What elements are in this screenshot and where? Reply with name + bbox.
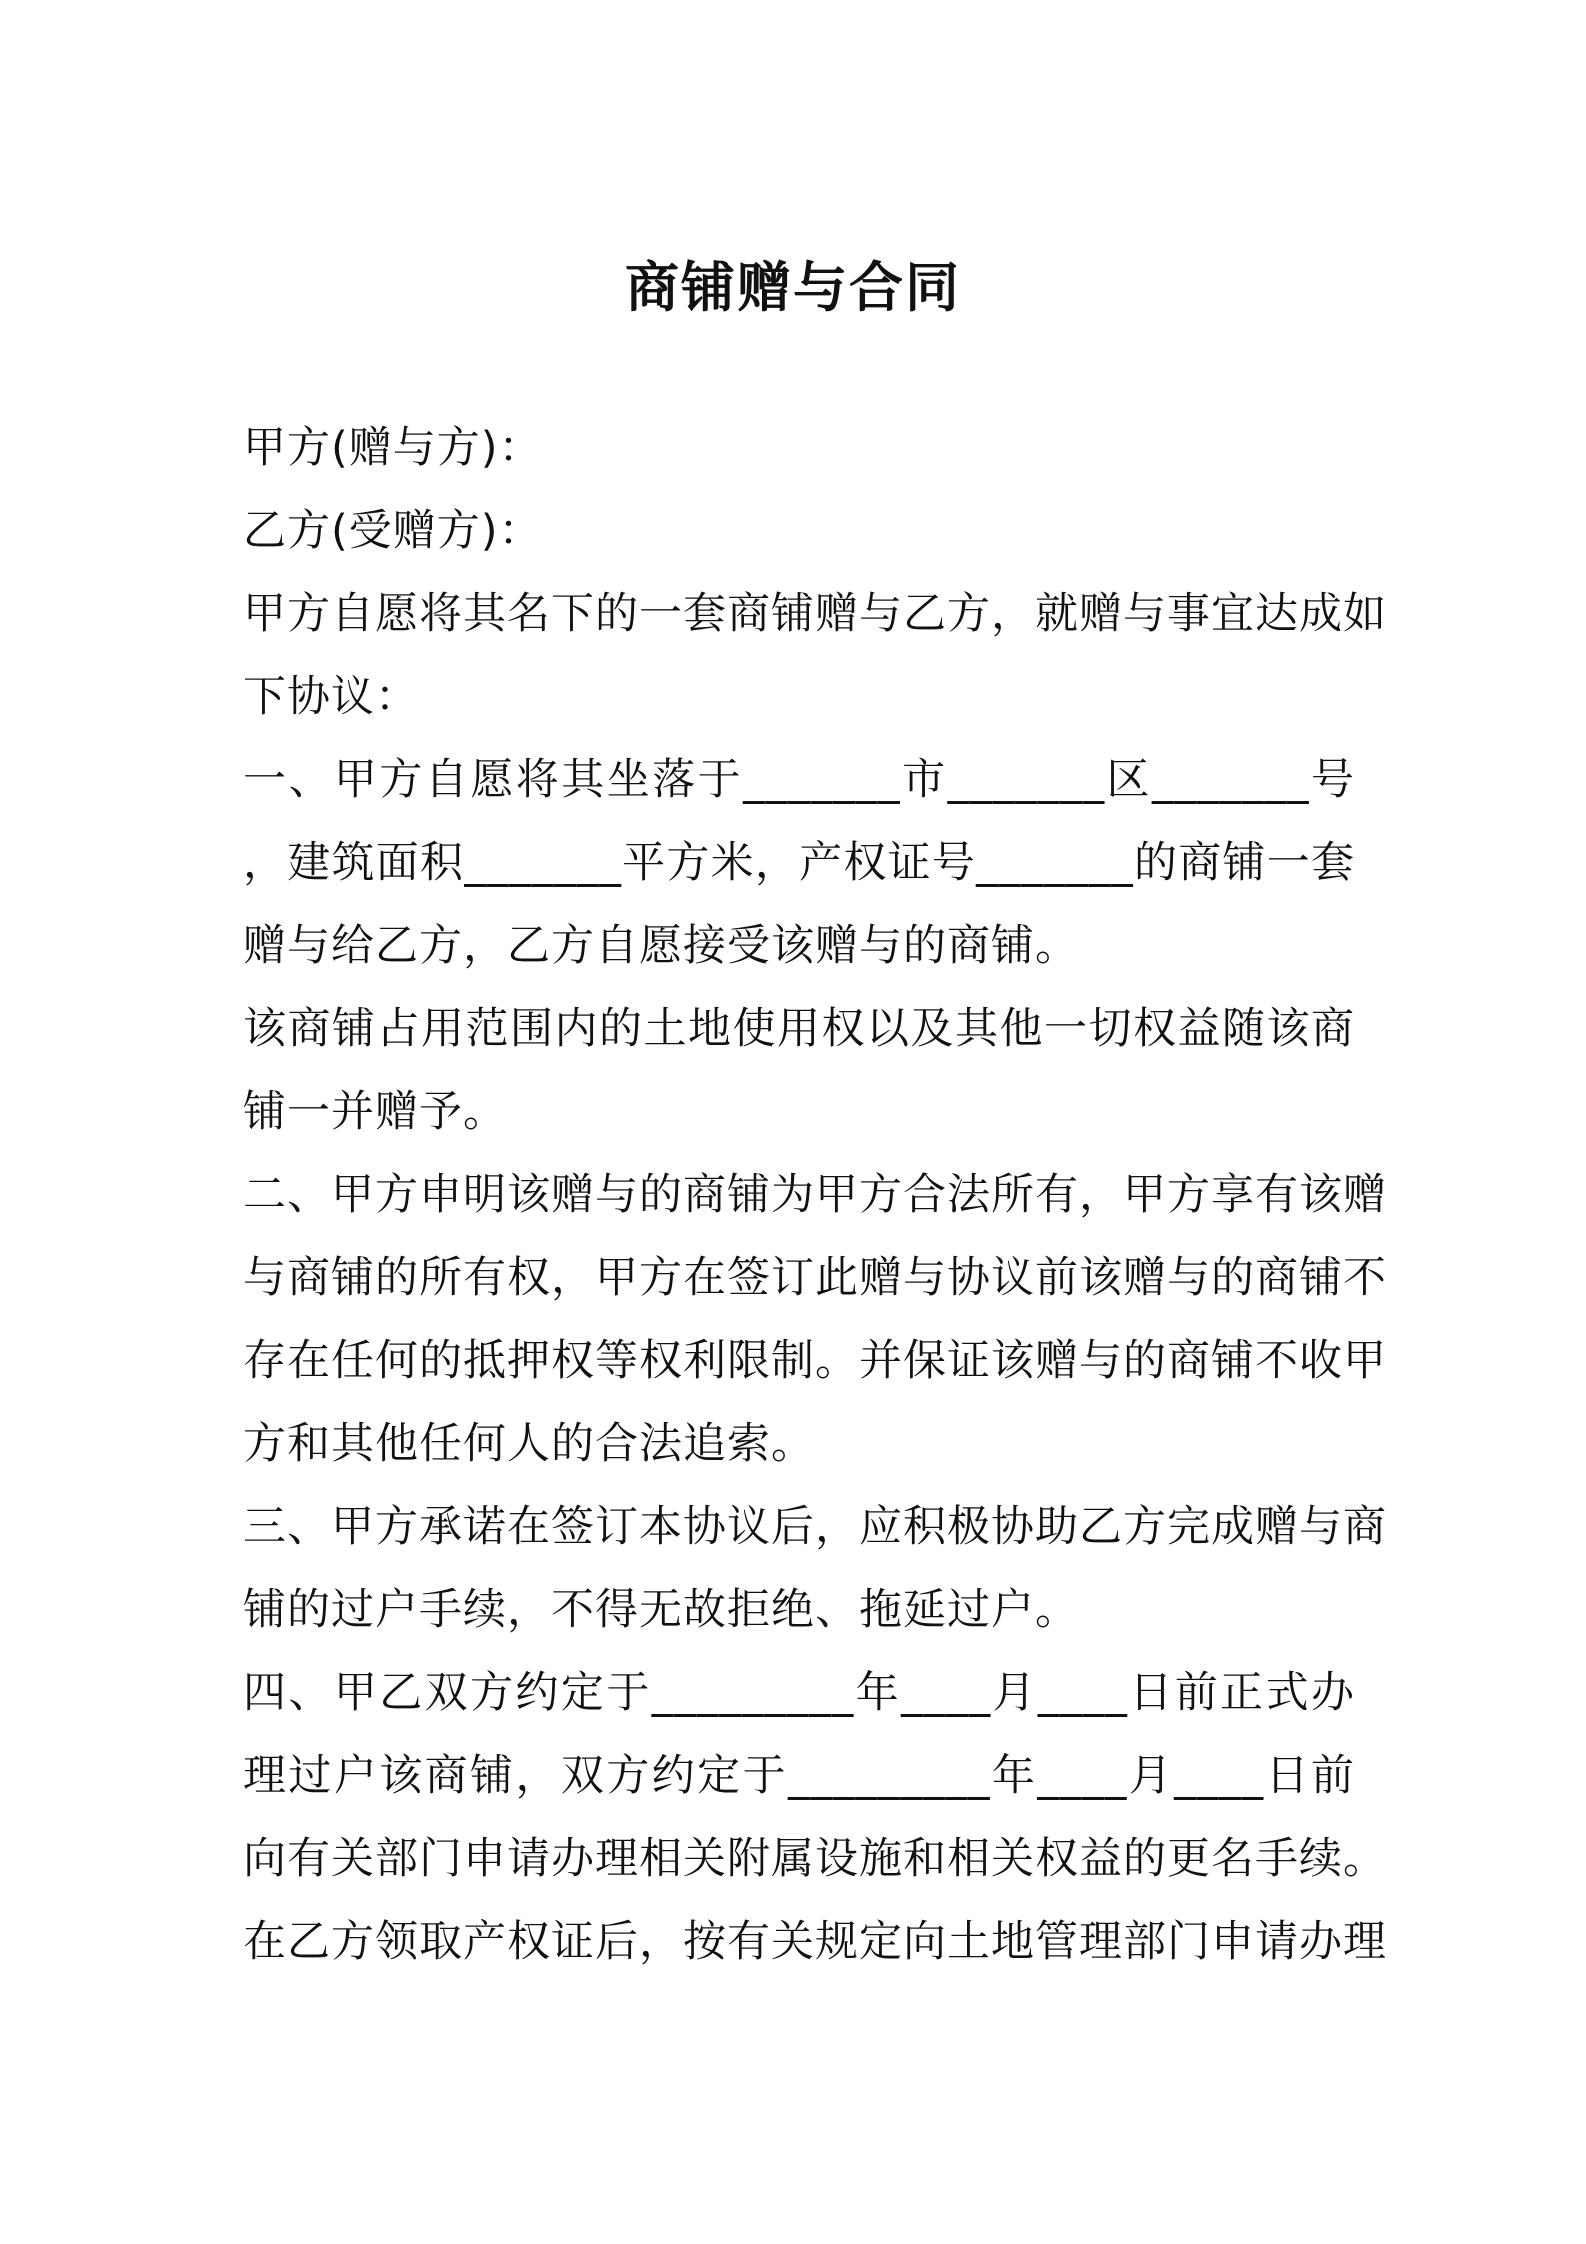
text-line: 该商铺占用范围内的土地使用权以及其他一切权益随该商: [243, 1004, 1355, 1054]
clause-4-line: 理过户该商铺，双方约定于_________年____月____日前: [243, 1751, 1355, 1801]
text-line: 在乙方领取产权证后，按有关规定向土地管理部门申请办理: [243, 1917, 1387, 1967]
document-body: [243, 407, 1387, 1984]
document-title: 商铺赠与合同: [625, 256, 961, 319]
clause-2-line: 二、甲方申明该赠与的商铺为甲方合法所有，甲方享有该赠: [243, 1170, 1387, 1220]
clause-3-line: 铺的过户手续，不得无故拒绝、拖延过户。: [243, 1585, 1079, 1635]
party-b-line: 乙方(受赠方)：: [243, 506, 543, 556]
clause-2-line: 方和其他任何人的合法追索。: [243, 1419, 815, 1469]
clause-2-line: 与商铺的所有权，甲方在签订此赠与协议前该赠与的商铺不: [243, 1253, 1387, 1303]
clause-1-line: 赠与给乙方，乙方自愿接受该赠与的商铺。: [243, 921, 1079, 971]
clause-1-line: 一、甲方自愿将其坐落于_______市_______区_______号: [243, 755, 1355, 805]
clause-1-line: ，建筑面积_______平方米，产权证号_______的商铺一套: [243, 838, 1355, 888]
clause-4-line: 四、甲乙双方约定于_________年____月____日前正式办: [243, 1668, 1355, 1718]
clause-2-line: 存在任何的抵押权等权利限制。并保证该赠与的商铺不收甲: [243, 1336, 1387, 1386]
clause-3-line: 三、甲方承诺在签订本协议后，应积极协助乙方完成赠与商: [243, 1502, 1387, 1552]
clause-4-line: 向有关部门申请办理相关附属设施和相关权益的更名手续。: [243, 1834, 1387, 1884]
text-line: 铺一并赠予。: [243, 1087, 507, 1137]
text-line: 下协议：: [243, 672, 419, 722]
text-line: 甲方自愿将其名下的一套商铺赠与乙方，就赠与事宜达成如: [243, 589, 1387, 639]
party-a-line: 甲方(赠与方)：: [243, 423, 543, 473]
